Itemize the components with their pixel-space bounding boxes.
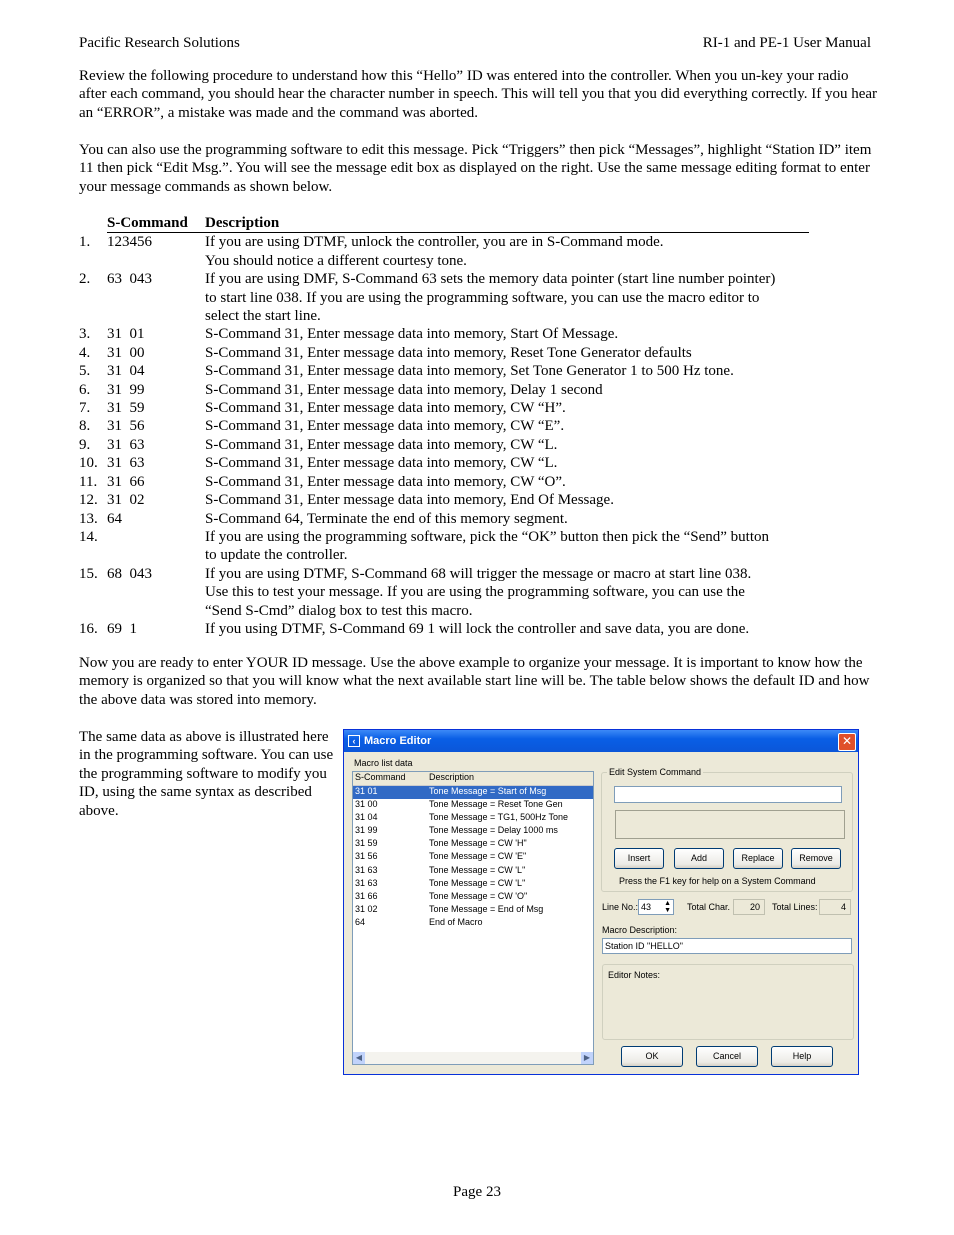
macro-list-row[interactable] [353, 865, 593, 878]
macro-list-row[interactable] [353, 891, 593, 904]
row-number: 7. [79, 400, 91, 417]
description-line: If you using DTMF, S-Command 69 1 will lock the controller and save data, you are done. [205, 620, 750, 637]
editor-notes-box[interactable] [602, 964, 854, 1040]
macro-row-command: 31 66 [355, 890, 378, 901]
table-row [79, 491, 809, 509]
macro-row-command: 31 59 [355, 838, 378, 849]
description-line: You should notice a different courtesy tone. [205, 252, 467, 269]
row-description [205, 565, 809, 620]
row-s-command: 31 63 [107, 455, 145, 472]
row-description [205, 454, 809, 472]
row-s-command: 31 04 [107, 363, 145, 380]
app-icon: ‹ [348, 735, 360, 747]
table-row [79, 436, 809, 454]
table-row [79, 454, 809, 472]
side-text: The same data as above is illustrated here in the programming software. You can use the programming software to modify you ID, using the same syntax as described above. [79, 729, 334, 819]
row-s-command: 31 00 [107, 344, 145, 361]
macro-list-row[interactable] [353, 825, 593, 838]
row-number: 8. [79, 418, 91, 435]
table-row [79, 270, 809, 325]
editor-notes-label: Editor Notes: [608, 970, 661, 980]
row-number: 3. [79, 326, 91, 343]
row-s-command: 31 63 [107, 436, 145, 453]
table-row [79, 325, 809, 343]
row-description [205, 233, 809, 270]
table-row [79, 528, 809, 565]
table-row [79, 344, 809, 362]
description-line: S-Command 31, Enter message data into memory, Delay 1 second [205, 381, 603, 398]
row-number: 10. [79, 455, 98, 472]
macro-description-label: Macro Description: [602, 925, 678, 935]
macro-row-command: 31 01 [355, 786, 378, 796]
column-description[interactable]: Description [429, 772, 475, 782]
row-description [205, 362, 809, 380]
row-description [205, 381, 809, 399]
paragraph-intro: Review the following procedure to understand how this “Hello” ID was entered into the controller. When you un-key your radio after each command, you should hear the character number in speech. This will tell you that you did everything correctly. If you hear an “ERROR”, a mistake was made and the command was aborted. [79, 68, 878, 121]
macro-list-row[interactable] [353, 904, 593, 917]
row-s-command: 123456 [107, 234, 152, 251]
description-line: If you are using DTMF, S-Command 68 will trigger the message or macro at start line 038. [205, 565, 752, 582]
row-description [205, 436, 809, 454]
row-number: 11. [79, 473, 98, 490]
table-row [79, 620, 809, 638]
row-s-command: 63 043 [107, 271, 152, 288]
description-line: S-Command 31, Enter message data into memory, CW “L. [205, 436, 558, 453]
macro-row-description: Tone Message = End of Msg [429, 903, 544, 914]
macro-row-command: 31 02 [355, 903, 378, 914]
description-line: to update the controller. [205, 547, 348, 564]
table-row [79, 381, 809, 399]
total-lines-value: 4 [819, 899, 851, 915]
macro-row-command: 31 56 [355, 851, 378, 862]
spinner-arrows-icon[interactable]: ▲ ▼ [664, 900, 671, 914]
description-line: S-Command 31, Enter message data into memory, Reset Tone Generator defaults [205, 344, 692, 361]
row-s-command: 69 1 [107, 620, 137, 637]
macro-list-row[interactable] [353, 917, 593, 930]
replace-button[interactable]: Replace [733, 848, 783, 869]
command-input[interactable] [614, 786, 842, 803]
macro-row-command: 64 [355, 916, 366, 927]
table-row [79, 362, 809, 380]
paragraph-ready: Now you are ready to enter YOUR ID message. Use the above example to organize your message. It is important to know how the memory is organized so that you will know what the next available start line will be. The table below shows the default ID and how the above data was stored into memory. [79, 655, 870, 708]
description-line: S-Command 31, Enter message data into memory, Set Tone Generator 1 to 500 Hz tone. [205, 363, 734, 380]
window-title: Macro Editor [364, 734, 432, 747]
page-number: Page 23 [453, 1184, 501, 1200]
macro-row-command: 31 99 [355, 825, 378, 836]
macro-editor-window [343, 729, 859, 1075]
row-s-command: 31 56 [107, 418, 145, 435]
ok-button[interactable]: OK [621, 1046, 683, 1067]
table-row [79, 473, 809, 491]
macro-list-row[interactable] [353, 878, 593, 891]
row-number: 2. [79, 271, 91, 288]
macro-row-description: Tone Message = CW 'E" [429, 851, 527, 862]
row-description [205, 491, 809, 509]
row-number: 5. [79, 363, 91, 380]
row-description [205, 473, 809, 491]
line-no-spinner[interactable] [638, 899, 674, 915]
row-number: 14. [79, 528, 98, 545]
row-number: 6. [79, 381, 91, 398]
description-line: S-Command 31, Enter message data into memory, CW “O”. [205, 473, 566, 490]
insert-button[interactable]: Insert [614, 848, 664, 869]
cancel-button[interactable]: Cancel [696, 1046, 758, 1067]
row-description [205, 270, 809, 325]
table-row [79, 399, 809, 417]
row-number: 16. [79, 620, 98, 637]
row-description [205, 399, 809, 417]
description-line: If you are using DTMF, unlock the controller, you are in S-Command mode. [205, 234, 664, 251]
row-description [205, 620, 809, 638]
macro-row-description: Tone Message = CW 'O" [429, 890, 528, 901]
command-help-box [615, 810, 845, 839]
description-line: S-Command 64, Terminate the end of this memory segment. [205, 510, 568, 527]
macro-row-description: Tone Message = CW 'L'' [429, 877, 526, 888]
line-no-value: 43 [641, 902, 652, 912]
description-line: select the start line. [205, 308, 321, 325]
header-right: RI-1 and PE-1 User Manual [702, 35, 871, 51]
table-row [79, 233, 809, 270]
macro-row-command: 31 63 [355, 864, 378, 875]
row-s-command: 31 59 [107, 400, 145, 417]
row-s-command: 31 99 [107, 381, 145, 398]
description-line: S-Command 31, Enter message data into memory, CW “E”. [205, 418, 565, 435]
scroll-left-icon[interactable]: ◀ [353, 1052, 365, 1064]
row-number: 1. [79, 234, 91, 251]
list-label: Macro list data [354, 758, 413, 768]
macro-list-row[interactable] [353, 812, 593, 825]
total-lines-label: Total Lines: [772, 902, 818, 912]
table-header [79, 214, 809, 233]
macro-list-row[interactable] [353, 786, 593, 799]
row-s-command: 68 043 [107, 565, 152, 582]
description-line: “Send S-Cmd” dialog box to test this macro. [205, 602, 473, 619]
macro-list-row[interactable] [353, 799, 593, 812]
row-number: 13. [79, 510, 98, 527]
group-label: Edit System Command [609, 767, 702, 777]
total-char-value: 20 [733, 899, 765, 915]
row-s-command: 31 01 [107, 326, 145, 343]
table-row [79, 417, 809, 435]
macro-list[interactable] [352, 771, 594, 1065]
remove-button[interactable]: Remove [791, 848, 841, 869]
row-s-command [107, 528, 205, 565]
description-line: Use this to test your message. If you are using the programming software, you can use the [205, 584, 745, 601]
header-s-command: S-Command [107, 214, 205, 233]
add-button[interactable]: Add [674, 848, 724, 869]
row-s-command: 31 66 [107, 473, 145, 490]
line-no-label: Line No.: [602, 902, 639, 912]
macro-row-command: 31 63 [355, 877, 378, 888]
row-s-command: 64 [107, 510, 122, 527]
macro-row-command: 31 00 [355, 799, 378, 810]
list-header [353, 772, 593, 786]
scroll-right-icon[interactable]: ▶ [581, 1052, 593, 1064]
row-number: 15. [79, 565, 98, 582]
description-line: S-Command 31, Enter message data into memory, CW “H”. [205, 400, 566, 417]
macro-row-description: Tone Message = CW 'H" [429, 838, 527, 849]
row-s-command: 31 02 [107, 492, 145, 509]
row-description [205, 528, 809, 565]
description-line: to start line 038. If you are using the programming software, you can use the macro editor to [205, 289, 760, 306]
row-description [205, 417, 809, 435]
header-left: Pacific Research Solutions [79, 35, 240, 51]
table-row [79, 565, 809, 620]
command-table [79, 214, 809, 638]
row-number: 12. [79, 492, 98, 509]
column-s-command[interactable]: S-Command [355, 772, 406, 782]
row-number: 9. [79, 436, 91, 453]
macro-list-row[interactable] [353, 838, 593, 851]
macro-row-description: Tone Message = Reset Tone Gen [429, 799, 563, 810]
title-bar [344, 730, 858, 752]
macro-description-input[interactable]: Station ID "HELLO" [602, 938, 852, 954]
description-line: If you are using the programming software, pick the “OK” button then pick the “Send” button [205, 528, 770, 545]
macro-list-row[interactable] [353, 851, 593, 864]
row-description [205, 344, 809, 362]
description-line: S-Command 31, Enter message data into memory, CW “L. [205, 455, 558, 472]
row-number: 4. [79, 344, 91, 361]
description-line: S-Command 31, Enter message data into memory, Start Of Message. [205, 326, 619, 343]
edit-system-command-group [601, 767, 853, 892]
macro-row-description: Tone Message = Start of Msg [429, 786, 547, 796]
help-button[interactable]: Help [771, 1046, 833, 1067]
help-hint: Press the F1 key for help on a System Command [619, 876, 816, 886]
paragraph-software: You can also use the programming software to edit this message. Pick “Triggers” then pick “Messages”, highlight “Station ID” item 11 then pick “Edit Msg.”. You will see the message edit box as displayed on the right. Use the same message editing format to enter your message commands as shown below. [79, 142, 872, 195]
macro-row-description: Tone Message = TG1, 500Hz Tone [429, 812, 569, 823]
macro-row-description: End of Macro [429, 916, 483, 927]
total-char-label: Total Char. [687, 902, 731, 912]
close-button[interactable] [838, 733, 856, 751]
row-description [205, 510, 809, 528]
macro-row-command: 31 04 [355, 812, 378, 823]
table-row [79, 510, 809, 528]
macro-row-description: Tone Message = CW 'L'' [429, 864, 526, 875]
horizontal-scrollbar[interactable] [353, 1052, 593, 1064]
description-line: If you are using DMF, S-Command 63 sets the memory data pointer (start line number pointer) [205, 271, 776, 288]
description-line: S-Command 31, Enter message data into memory, End Of Message. [205, 492, 614, 509]
row-description [205, 325, 809, 343]
header-description: Description [205, 214, 809, 233]
close-icon: ✕ [841, 734, 853, 748]
macro-row-description: Tone Message = Delay 1000 ms [429, 825, 558, 836]
